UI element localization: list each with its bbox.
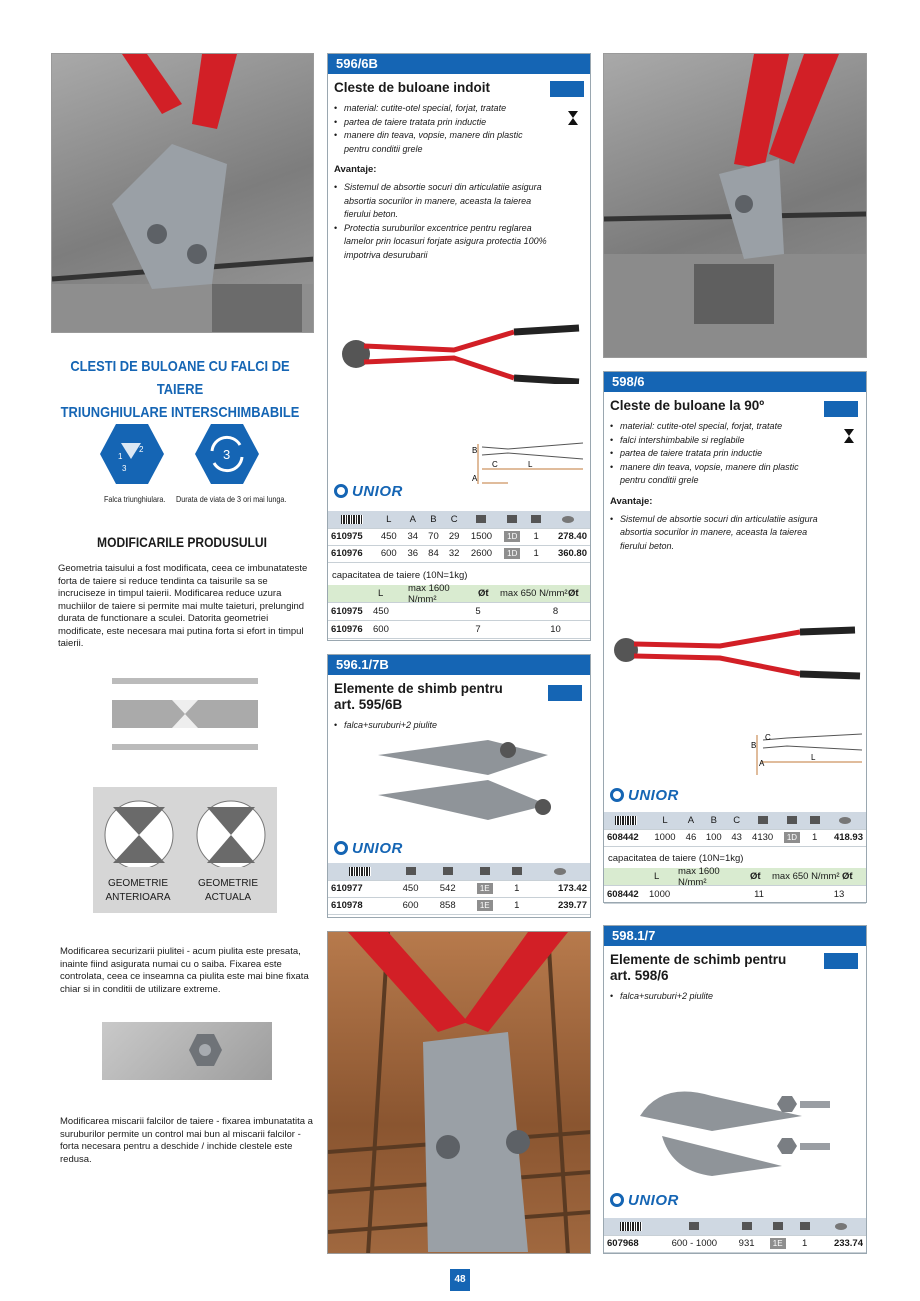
geometry-current-label: GEOMETRIE ACTUALA (197, 878, 258, 903)
product-title-line1: Elemente de schimb pentru (610, 952, 787, 967)
price-tag-marker (548, 685, 582, 701)
pack-icon (466, 863, 503, 880)
icon2-label: 3 (223, 447, 231, 462)
rebar-cutting-photo (327, 931, 591, 1254)
cell: 1 (503, 897, 530, 914)
product-title: Cleste de buloane la 90º (610, 398, 765, 413)
table-row (328, 528, 590, 545)
cell: 542 (429, 880, 466, 897)
cell: 43 (727, 829, 747, 846)
cap-col-l: L (654, 871, 660, 882)
weight-icon (746, 812, 778, 829)
replacement-jaws-90-image (632, 1076, 842, 1186)
unior-logo-icon (610, 788, 624, 802)
product-code: 598/6 (604, 372, 866, 392)
price-cell: 239.77 (530, 897, 590, 914)
icon1-caption: Falca triunghiulara. (104, 494, 166, 504)
dim-label-a: A (472, 474, 478, 483)
bolt-cutter-photo-top-left (51, 53, 314, 333)
cell: 2600 (465, 545, 499, 562)
spec-header-row (604, 812, 866, 829)
product-title (610, 952, 810, 984)
col-b: B (423, 511, 444, 528)
pack-badge: 1D (784, 832, 800, 843)
dim-label-c: C (492, 460, 498, 469)
spec-table (328, 863, 590, 915)
pack-cell (779, 829, 805, 846)
price-tag-marker (824, 953, 858, 969)
hourglass-icon (568, 111, 578, 125)
weight-icon (731, 1218, 762, 1235)
capacity-row (328, 603, 590, 621)
product-code: 596/6B (328, 54, 590, 74)
capacity-row (604, 886, 866, 904)
bolt-cutter-photo-top-right (603, 53, 867, 358)
barcode-icon (328, 511, 375, 528)
cap-col-l: L (378, 588, 384, 599)
price-tag-marker (824, 401, 858, 417)
dimension-diagram (468, 439, 586, 494)
advantage-item: • Protectia suruburilor excentrice pentru reglarea lamelor prin locasuri forjate asigura protectia 100% impotriva desurubarii (334, 222, 549, 263)
cell: 29 (444, 528, 465, 545)
advantage-item: • Sistemul de absortie socuri din articulatiie asigura absortia socurilor in manere, aceasta la taierea fierului beton. (334, 181, 549, 222)
geometry-previous-label: GEOMETRIE ANTERIOARA (105, 878, 171, 903)
bolt-cutter-90-illustration (604, 54, 867, 358)
advantages-heading: Avantaje: (610, 495, 653, 507)
dimension-diagram (747, 730, 865, 785)
hourglass-icon (844, 429, 854, 443)
table-row (604, 829, 866, 846)
triangular-jaw-icon (99, 421, 165, 487)
spec-table (604, 1218, 866, 1253)
dim-label-c: C (765, 733, 771, 742)
barcode-icon (604, 1218, 658, 1235)
cell: 8 (552, 606, 559, 617)
cap-col-650: max 650 N/mm² (772, 871, 840, 882)
pack-cell (762, 1235, 793, 1252)
pack-icon (498, 511, 526, 528)
feature-item: • material: cutite-otel special, forjat, tratate (610, 420, 825, 434)
feature-list (610, 420, 825, 488)
feature-item: • falca+suruburi+2 piulite (334, 719, 584, 733)
product-title: Cleste de buloane indoit (334, 80, 491, 95)
price-tag-marker (550, 81, 584, 97)
brand-name: UNIOR (628, 787, 679, 804)
col-c: C (727, 812, 747, 829)
bolt-cutter-product-image (334, 324, 584, 384)
col-b: B (701, 812, 727, 829)
price-cell: 278.40 (546, 528, 590, 545)
col-a: A (402, 511, 423, 528)
geometry-circles (93, 787, 277, 867)
feature-item: • falca+suruburi+2 piulite (610, 990, 860, 1004)
advantages-heading: Avantaje: (334, 164, 377, 175)
price-cell: 418.93 (824, 829, 866, 846)
nut-detail-photo (102, 1022, 272, 1080)
cell: 5 (475, 606, 481, 617)
cap-col-1600: max 1600 N/mm² (408, 582, 450, 605)
price-cell: 233.74 (816, 1235, 866, 1252)
pack-icon (779, 812, 805, 829)
cell: 1000 (649, 889, 671, 900)
pack-badge: 1E (477, 900, 493, 911)
feature-item: • manere din teava, vopsie, manere din plastic pentru conditii grele (334, 129, 544, 156)
cell: 10 (550, 624, 561, 635)
cell: 84 (423, 545, 444, 562)
cutter-length-icon (392, 863, 429, 880)
spec-table (328, 511, 590, 563)
cutting-capacity-title: capacitatea de taiere (10N=1kg) (608, 853, 744, 864)
brand-name: UNIOR (352, 483, 403, 500)
price-cell: 360.80 (546, 545, 590, 562)
product-code-cell: 608442 (604, 829, 649, 846)
cell: 1 (793, 1235, 816, 1252)
diameter-icon: Øƭ (568, 588, 579, 599)
brand-name: UNIOR (352, 840, 403, 857)
replacement-jaws-image (368, 735, 558, 825)
dim-label-l: L (811, 753, 816, 762)
brand-logo (334, 840, 403, 857)
pack-icon (762, 1218, 793, 1235)
feature-item: • partea de taiere tratata prin inductie (334, 116, 544, 130)
cell: 7 (475, 624, 481, 635)
unior-logo-icon (334, 841, 348, 855)
cell: 1000 (649, 829, 681, 846)
product-title-line2: art. 598/6 (610, 968, 669, 983)
diameter-icon: Øƭ (478, 588, 489, 599)
rebar-bolt-cutter-illustration (328, 932, 591, 1254)
cell: 70 (423, 528, 444, 545)
blade-geometry-diagram (112, 678, 258, 750)
product-card-598-1-7 (603, 925, 867, 1254)
nut-icon (102, 1022, 272, 1080)
feature-item: • material: cutite-otel special, forjat, tratate (334, 102, 544, 116)
product-code-cell: 608442 (607, 889, 639, 900)
product-code: 596.1/7B (328, 655, 590, 675)
cell: 600 - 1000 (658, 1235, 731, 1252)
dim-label-b: B (472, 446, 478, 455)
icon2-caption: Durata de viata de 3 ori mai lunga. (176, 494, 287, 504)
pack-cell (498, 545, 526, 562)
unior-logo-icon (610, 1193, 624, 1207)
cell: 13 (833, 889, 845, 900)
cell: 600 (375, 545, 402, 562)
weight-icon (429, 863, 466, 880)
quantity-icon (526, 511, 546, 528)
pack-badge: 1D (504, 548, 520, 559)
cell: 1 (503, 880, 530, 897)
cell: 36 (402, 545, 423, 562)
cell: 46 (681, 829, 701, 846)
quantity-icon (805, 812, 824, 829)
product-title-line2: art. 595/6B (334, 697, 403, 712)
coins-icon (824, 812, 866, 829)
capacity-header-row (604, 865, 866, 888)
cell: 1 (526, 528, 546, 545)
feature-list (334, 719, 584, 733)
unior-logo-icon (334, 484, 348, 498)
pack-cell (498, 528, 526, 545)
product-code-cell: 610976 (331, 624, 363, 635)
lifespan-icon (194, 421, 260, 487)
icon1-label-3: 3 (122, 464, 127, 473)
product-card-598-6 (603, 371, 867, 903)
product-code-cell: 610977 (328, 880, 392, 897)
cell: 1 (526, 545, 546, 562)
cell: 11 (754, 889, 764, 900)
icon1-label-1: 1 (118, 452, 123, 461)
product-card-596-6b (327, 53, 591, 641)
page-number: 48 (450, 1269, 470, 1291)
paragraph-nut: Modificarea securizarii piulitei - acum piulita este presata, inainte fiind asigurata numai cu o saiba. Fixarea este controlata, ceea ce inseamna ca piulita este mai bine fixata chiar si in conditii de utilizare extreme. (60, 946, 309, 995)
cell: 600 (373, 624, 389, 635)
feature-list (610, 990, 860, 1004)
cell: 34 (402, 528, 423, 545)
brand-logo (610, 1192, 679, 1209)
product-code-cell: 610975 (331, 606, 363, 617)
product-title-line1: Elemente de shimb pentru (334, 681, 503, 696)
cap-col-1600: max 1600 N/mm² (678, 865, 720, 888)
icon1-label-2: 2 (139, 445, 144, 454)
pack-badge: 1E (477, 883, 493, 894)
bolt-cutter-illustration (52, 54, 314, 333)
feature-item: • falci intershimbabile si reglabile (610, 434, 825, 448)
table-row (604, 1235, 866, 1252)
product-code-cell: 610975 (328, 528, 375, 545)
left-title-line1: CLESTI DE BULOANE CU FALCI DE TAIERE (70, 358, 290, 398)
dim-label-l: L (528, 460, 533, 469)
price-cell: 173.42 (530, 880, 590, 897)
pack-cell (466, 880, 503, 897)
pack-cell (466, 897, 503, 914)
brand-logo (334, 483, 403, 500)
brand-logo (610, 787, 679, 804)
weight-icon (465, 511, 499, 528)
table-row (328, 897, 590, 914)
brand-name: UNIOR (628, 1192, 679, 1209)
cutting-capacity-table (604, 865, 866, 904)
col-a: A (681, 812, 701, 829)
product-code: 598.1/7 (604, 926, 866, 946)
cap-col-650: max 650 N/mm² (500, 588, 568, 599)
col-l: L (649, 812, 681, 829)
product-code-cell: 607968 (604, 1235, 658, 1252)
feature-list (334, 102, 544, 156)
advantage-item: • Sistemul de absortie socuri din articulatiie asigura absortia socurilor in manere, aceasta la taierea fierului beton. (610, 513, 825, 554)
cutter-length-icon (658, 1218, 731, 1235)
col-c: C (444, 511, 465, 528)
spec-table (604, 812, 866, 847)
col-l: L (375, 511, 402, 528)
quantity-icon (503, 863, 530, 880)
cell: 600 (392, 897, 429, 914)
coins-icon (546, 511, 590, 528)
bolt-cutter-90-product-image (610, 622, 862, 692)
dim-label-a: A (759, 759, 765, 768)
product-card-596-1-7b (327, 654, 591, 918)
geometry-comparison-panel (93, 787, 277, 913)
spec-header-row (328, 511, 590, 528)
section-heading: MODIFICARILE PRODUSULUI (97, 534, 267, 550)
cell: 450 (392, 880, 429, 897)
pack-badge: 1D (504, 531, 520, 542)
barcode-icon (328, 863, 392, 880)
product-code-cell: 610978 (328, 897, 392, 914)
table-row (328, 545, 590, 562)
cell: 450 (375, 528, 402, 545)
paragraph-geometry: Geometria taisului a fost modificata, ceea ce imbunatateste forta de taiere si reduce tendinta ca taisurile sa se incruciseze in timpul taierii. Modificarea reduce uzura muchiilor de taiere si permite mai multe taieturi, prelungind durata de functionare a sculei. Datorita geometriei modificate, este necesara mai putina forta si efort in timpul taierii. (58, 563, 308, 649)
feature-item: • partea de taiere tratata prin inductie (610, 447, 825, 461)
product-title (334, 681, 534, 713)
capacity-header-row (328, 582, 590, 605)
pack-badge: 1E (770, 1238, 786, 1249)
advantages-list (334, 181, 549, 262)
cell: 32 (444, 545, 465, 562)
coins-icon (816, 1218, 866, 1235)
cutting-capacity-table (328, 582, 590, 639)
cell: 450 (373, 606, 389, 617)
left-title-line2: TRIUNGHIULARE INTERSCHIMBABILE (60, 404, 300, 421)
cell: 1500 (465, 528, 499, 545)
cell: 931 (731, 1235, 762, 1252)
cell: 1 (805, 829, 824, 846)
feature-item: • manere din teava, vopsie, manere din plastic pentru conditii grele (610, 461, 825, 488)
capacity-row (328, 621, 590, 639)
quantity-icon (793, 1218, 816, 1235)
diameter-icon: Øƭ (750, 871, 761, 882)
advantages-list (610, 513, 825, 554)
table-row (328, 880, 590, 897)
cell: 858 (429, 897, 466, 914)
cell: 100 (701, 829, 727, 846)
barcode-icon (604, 812, 649, 829)
paragraph-jaw-movement: Modificarea miscarii falcilor de taiere - fixarea imbunatatita a suruburilor permite un control mai bun al miscarii falcilor - forta necesara pentru a deschide / inchide clestele este redusa. (60, 1116, 313, 1165)
coins-icon (530, 863, 590, 880)
left-title (51, 355, 309, 424)
dim-label-b: B (751, 741, 757, 750)
diameter-icon: Øƭ (842, 871, 853, 882)
product-code-cell: 610976 (328, 545, 375, 562)
spec-header-row (604, 1218, 866, 1235)
cutting-capacity-title: capacitatea de taiere (10N=1kg) (332, 570, 468, 581)
spec-header-row (328, 863, 590, 880)
cell: 4130 (746, 829, 778, 846)
